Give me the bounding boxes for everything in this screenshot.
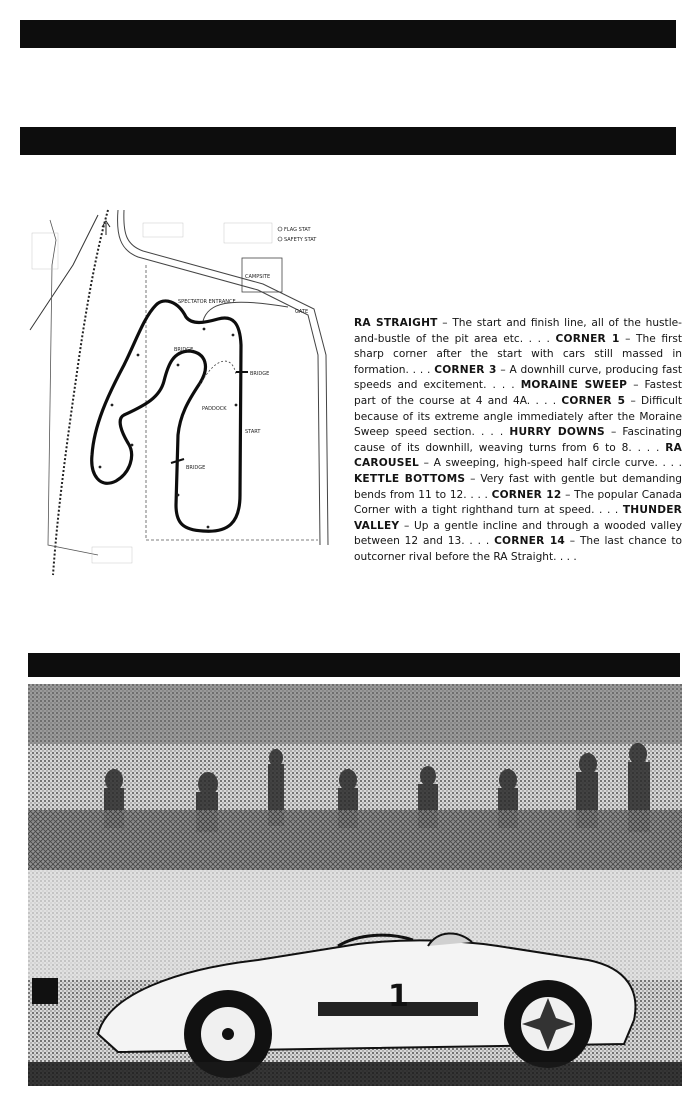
map-property-line-top xyxy=(48,220,98,555)
corner-marker xyxy=(32,978,58,1004)
term-ra-straight: RA STRAIGHT xyxy=(354,317,438,329)
desc-ra-straight: – The start and finish line, all of the hustle-and-bustle of the pit area etc. . . . xyxy=(354,317,682,345)
map-start-label: START xyxy=(245,429,261,435)
map-highway-2 xyxy=(124,210,328,545)
map-bridge-label-2: BRIDGE xyxy=(186,465,206,471)
photo-header-bar xyxy=(28,653,680,677)
car-number: 1 xyxy=(388,979,409,1014)
map-dotted-boundary xyxy=(53,210,108,575)
course-map xyxy=(28,205,338,595)
map-note-top xyxy=(143,223,183,237)
term-corner-5: CORNER 5 xyxy=(561,394,626,407)
term-ra-carousel: RA CAROUSEL xyxy=(354,441,682,470)
map-road-west xyxy=(30,215,98,330)
map-campsite-label: CAMPSITE xyxy=(245,274,271,280)
term-corner-14: CORNER 14 xyxy=(494,535,565,548)
term-moraine-sweep: MORAINE SWEEP xyxy=(520,379,628,392)
course-description xyxy=(354,316,682,566)
map-gate-label: GATE xyxy=(295,309,309,315)
map-bridge-label-1: BRIDGE xyxy=(250,371,270,377)
legend-flag-stat: FLAG STAT xyxy=(284,227,311,233)
map-highway xyxy=(118,210,320,545)
term-corner-3: CORNER 3 xyxy=(434,363,497,376)
map-paddock-label: PADDOCK xyxy=(202,406,227,412)
desc-hurry-downs: – Fascinating cause of its downhill, weaving turns from 6 to 8. . . . xyxy=(354,426,682,454)
map-arrow xyxy=(102,221,110,235)
desc-corner-12: – The popular Canada Corner with a tight righthand turn at speed. . . . xyxy=(354,488,683,517)
race-car-photo xyxy=(28,684,682,1086)
ground-shadow xyxy=(28,1062,682,1086)
map-property-line xyxy=(146,265,318,540)
term-kettle-bottoms: KETTLE BOTTOMS xyxy=(354,472,466,485)
desc-kettle-bottoms: – Very fast with gentle but demanding bends from 11 to 12. . . . xyxy=(354,472,683,501)
desc-corner-14: – The last chance to outcorner rival before the RA Straight. . . . xyxy=(354,535,682,563)
term-hurry-downs: HURRY DOWNS xyxy=(509,426,605,439)
desc-thunder-valley: – Up a gentle incline and through a wooded valley between 12 and 13. . . . xyxy=(354,519,682,548)
desc-moraine-sweep: – Fastest part of the course at 4 and 4A. . . . xyxy=(354,379,682,407)
desc-corner-3: – A downhill curve, producing fast speeds and excitement. . . . xyxy=(354,363,683,392)
map-legend-note xyxy=(224,223,272,243)
spectator-fence xyxy=(28,810,682,870)
race-track xyxy=(92,301,241,531)
map-spectator-label: SPECTATOR ENTRANCE xyxy=(178,299,236,305)
term-corner-12: CORNER 12 xyxy=(491,488,562,501)
photo-upper-dark xyxy=(28,684,682,744)
map-bridge-label-3: BRIDGE xyxy=(174,347,194,353)
term-corner-1: CORNER 1 xyxy=(555,332,620,345)
legend-safety-stat: SAFETY STAT xyxy=(284,237,317,243)
term-thunder-valley: THUNDER VALLEY xyxy=(354,504,682,532)
desc-ra-carousel: – A sweeping, high-speed half circle curve. . . . xyxy=(418,457,682,470)
desc-corner-5: – Difficult because of its extreme angle immediately after the Moraine Sweep speed section. . . . xyxy=(354,394,683,439)
top-black-bar xyxy=(20,20,676,48)
section-black-bar xyxy=(20,127,676,155)
desc-corner-1: – The first sharp corner after the start with cars still massed in formation. . . . xyxy=(354,332,683,376)
